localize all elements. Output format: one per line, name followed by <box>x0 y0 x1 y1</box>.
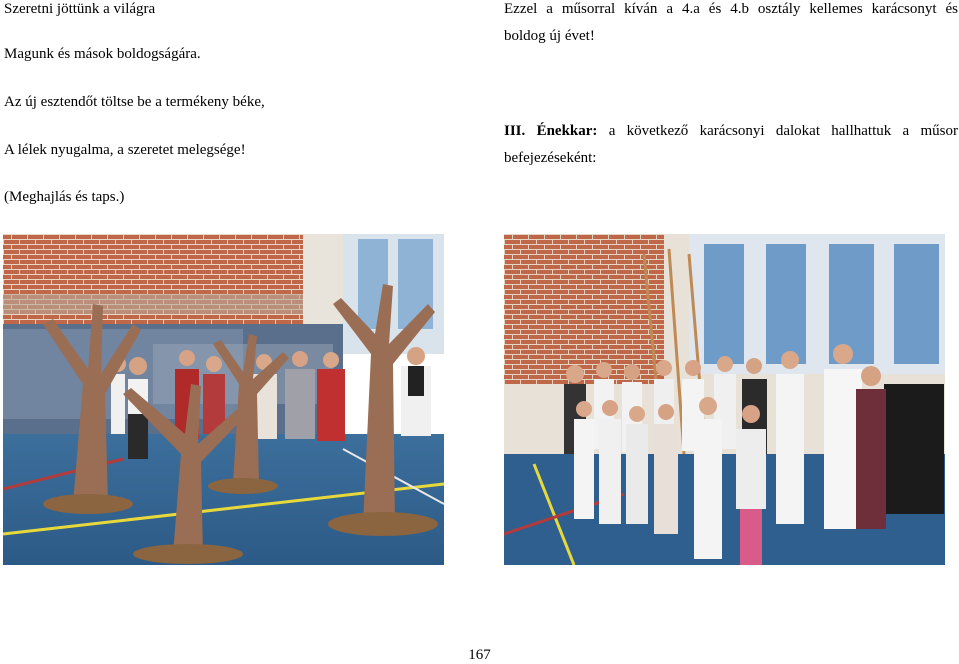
choir-photo <box>504 234 945 565</box>
choir-line-2: befejezéseként: <box>504 150 597 166</box>
performance-photo <box>3 234 444 565</box>
choir-line-1-text: a következő karácsonyi dalokat hallhattuk a műsor <box>597 123 958 139</box>
poem-line-3: Az új esztendőt töltse be a termékeny béke, <box>4 94 265 110</box>
choir-line-1 <box>504 122 958 140</box>
poem-line-2: Magunk és mások boldogságára. <box>4 46 201 62</box>
section-title: Énekkar: <box>536 123 598 139</box>
poem-line-1: Szeretni jöttünk a világra <box>4 1 156 17</box>
poem-line-4: A lélek nyugalma, a szeretet melegsége! <box>4 142 246 158</box>
wish-line-1: Ezzel a műsorral kíván a 4.a és 4.b osztály kellemes karácsonyt és <box>504 1 958 17</box>
page-number: 167 <box>468 647 491 663</box>
section-number: III. <box>504 123 526 139</box>
wish-line-2: boldog új évet! <box>504 28 595 44</box>
stage-direction: (Meghajlás és taps.) <box>4 189 125 205</box>
